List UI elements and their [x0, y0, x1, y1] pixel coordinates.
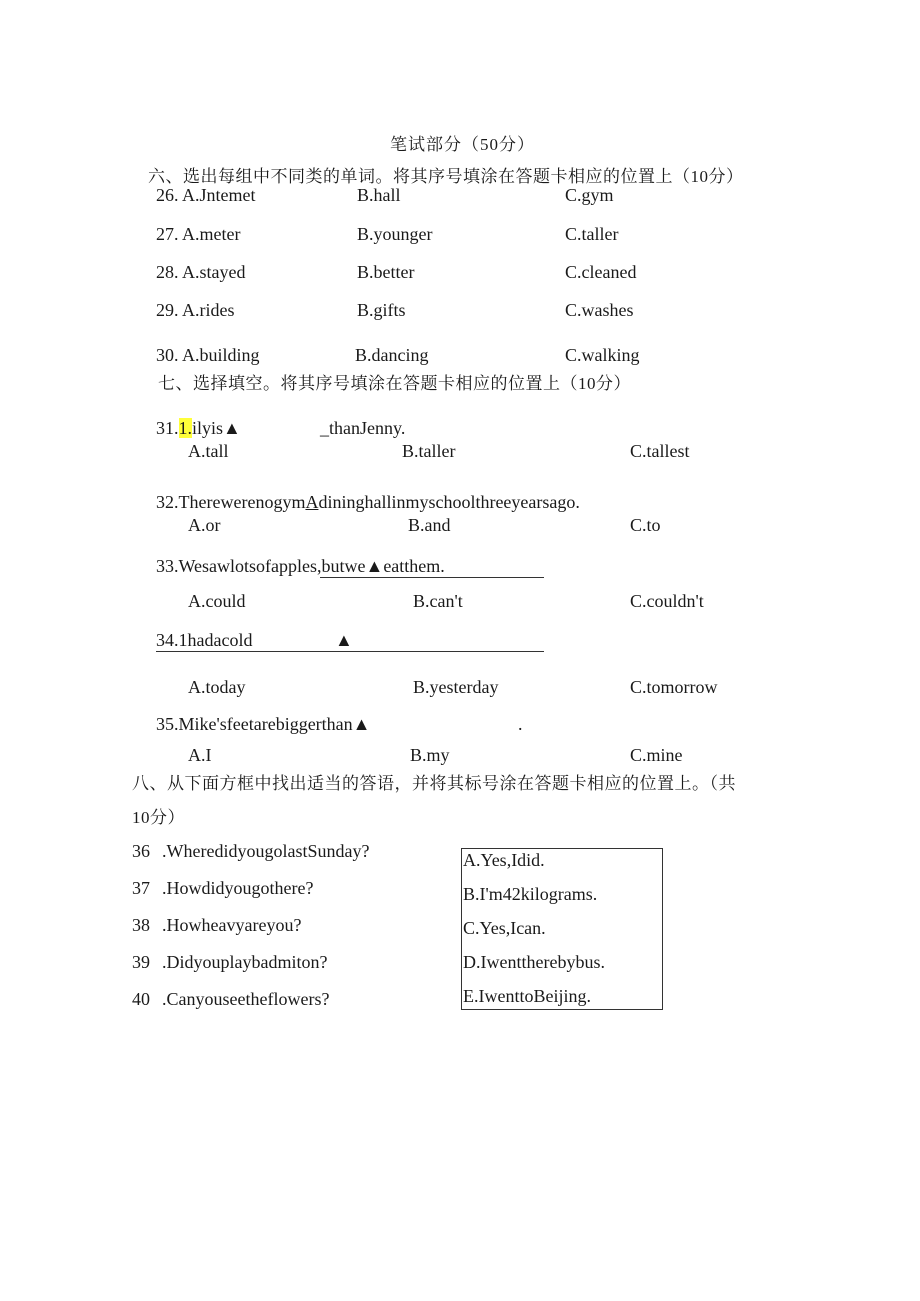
- option-b: B.can't: [413, 591, 463, 611]
- question-text: 32.Therewerenogym: [156, 492, 306, 512]
- question-text: ilyis▲: [192, 418, 241, 438]
- question-number: 38: [132, 915, 150, 935]
- question-33: [156, 556, 445, 577]
- option-b: B.younger: [357, 224, 433, 244]
- question-number: 28.: [156, 262, 179, 282]
- option-a: A.building: [182, 345, 260, 365]
- section-6-heading: 六、选出每组中不同类的单词。将其序号填涂在答题卡相应的位置上（10分）: [148, 167, 744, 186]
- answer-item: B.I'm42kilograms.: [463, 884, 598, 904]
- question-text: .Howdidyougothere?: [162, 878, 314, 898]
- question-text: .Canyouseetheflowers?: [162, 989, 330, 1009]
- option-c: C.gym: [565, 185, 614, 205]
- option-c: C.walking: [565, 345, 640, 365]
- question-number: 37: [132, 878, 150, 898]
- section-7-heading: 七、选择填空。将其序号填涂在答题卡相应的位置上（10分）: [158, 374, 631, 393]
- answer-item: E.IwenttoBeijing.: [463, 986, 591, 1006]
- option-c: C.couldn't: [630, 591, 704, 611]
- option-b: B.hall: [357, 185, 401, 205]
- answer-line: [320, 577, 544, 578]
- option-a: A.or: [188, 515, 221, 535]
- option-c: C.tomorrow: [630, 677, 718, 697]
- question-34: 34.1hadacold: [156, 630, 253, 650]
- question-number: 30.: [156, 345, 179, 365]
- option-b: B.dancing: [355, 345, 429, 365]
- list-item: [132, 989, 329, 1010]
- question-32: [156, 492, 580, 513]
- option-b: B.taller: [402, 441, 456, 461]
- option-c: C.mine: [630, 745, 683, 765]
- option-a: A.today: [188, 677, 246, 697]
- list-item: [132, 841, 369, 862]
- option-c: C.taller: [565, 224, 619, 244]
- question-text: Wesawlotsofapples,butwe▲eatthem.: [178, 556, 445, 576]
- question-35-tail: .: [518, 714, 523, 734]
- option-c: C.cleaned: [565, 262, 637, 282]
- section-8-heading: 八、从下面方框中找出适当的答语，并将其标号涂在答题卡相应的位置上。（共: [132, 774, 736, 793]
- question-35: 35.Mike'sfeetarebiggerthan▲: [156, 714, 371, 734]
- option-b: B.yesterday: [413, 677, 499, 697]
- question-text: .Howheavyareyou?: [162, 915, 302, 935]
- question-number: 27.: [156, 224, 179, 244]
- question-number: 33.: [156, 556, 179, 576]
- question-text: dininghallinmyschoolthreeyearsago.: [318, 492, 580, 512]
- question-text: .Didyouplaybadmiton?: [162, 952, 328, 972]
- question-number: 39: [132, 952, 150, 972]
- highlighted-text: 1.: [178, 418, 192, 438]
- blank-mark: A: [305, 492, 319, 512]
- question-number: 26.: [156, 185, 179, 205]
- question-31: [156, 418, 241, 439]
- question-number: 36: [132, 841, 150, 861]
- question-number: 40: [132, 989, 150, 1009]
- option-a: A.I: [188, 745, 212, 765]
- page-title: 笔试部分（50分）: [390, 135, 535, 154]
- answer-line: [156, 651, 544, 652]
- question-text: .WheredidyougolastSunday?: [162, 841, 370, 861]
- list-item: [132, 952, 327, 973]
- option-a: A.could: [188, 591, 246, 611]
- blank-mark: ▲: [335, 630, 353, 650]
- question-31-tail: _thanJenny.: [320, 418, 406, 438]
- list-item: [132, 915, 301, 936]
- option-b: B.better: [357, 262, 415, 282]
- question-number: 29.: [156, 300, 179, 320]
- option-b: B.my: [410, 745, 450, 765]
- option-c: C.to: [630, 515, 661, 535]
- option-a: A.tall: [188, 441, 229, 461]
- option-b: B.gifts: [357, 300, 406, 320]
- option-c: C.tallest: [630, 441, 690, 461]
- question-number: 31.: [156, 418, 179, 438]
- option-c: C.washes: [565, 300, 634, 320]
- answer-item: D.Iwenttherebybus.: [463, 952, 605, 972]
- option-a: A.Jntemet: [182, 185, 256, 205]
- answer-item: C.Yes,Ican.: [463, 918, 546, 938]
- option-a: A.stayed: [182, 262, 246, 282]
- option-a: A.rides: [182, 300, 235, 320]
- list-item: [132, 878, 313, 899]
- option-a: A.meter: [182, 224, 241, 244]
- answer-item: A.Yes,Idid.: [463, 850, 545, 870]
- section-8-heading-cont: 10分）: [132, 808, 185, 827]
- option-b: B.and: [408, 515, 451, 535]
